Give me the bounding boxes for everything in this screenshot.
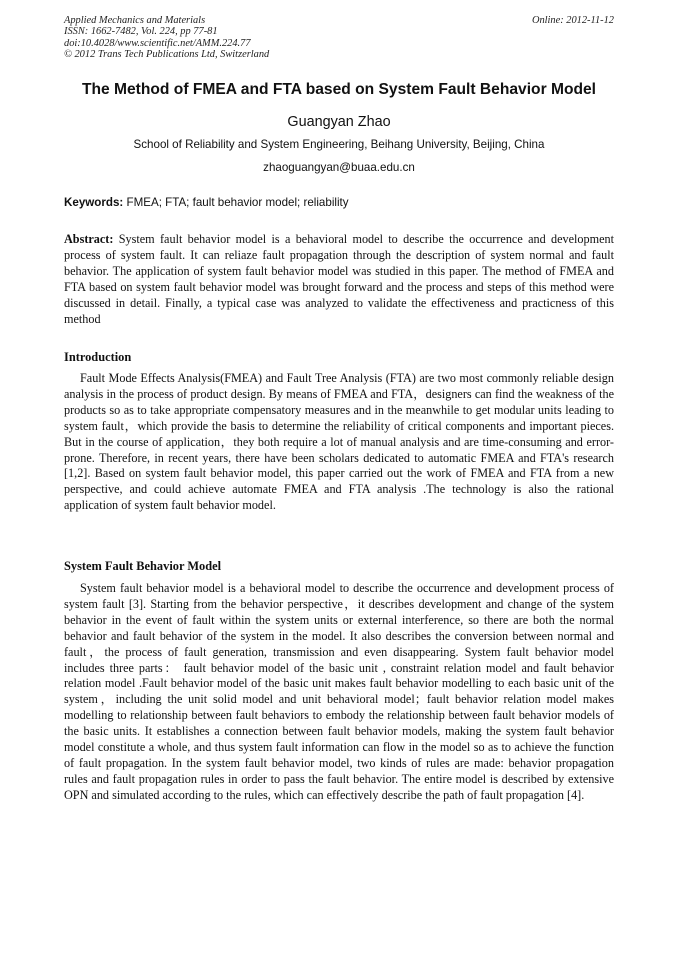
online-date: Online: 2012-11-12 bbox=[531, 15, 614, 26]
introduction-section bbox=[64, 371, 614, 514]
journal-header bbox=[64, 15, 269, 61]
introduction-paragraph: Fault Mode Effects Analysis(FMEA) and Fault Tree Analysis (FTA) are two most commonly reliable design analysis in the process of product design. By means of FMEA and FTA，designers can find the weakness of the products so as to take appropriate compensatory measures and in the meanwhile to get modular units leading to system fault，which provide the basis to determine the reliability of critical components and important pieces. But in the course of application，they both require a lot of manual analysis and are time-consuming and error-prone. Therefore, in recent years, there have been scholars dedicated to automatic FMEA and FTA's research [1,2]. Based on system fault behavior model, this paper carried out the work of FMEA and FTA from a new perspective, and could achieve automate FMEA and FTA analysis .The technology is also the rational application of system fault behavior model. bbox=[64, 371, 614, 513]
system-fault-behavior-model-section bbox=[64, 581, 614, 804]
abstract-text: System fault behavior model is a behavioral model to describe the occurrence and development process of system fault. It can reliaze fault propagation through the description of system normal and fault behavior. The application of system fault behavior model was studied in this paper. The method of FMEA and FTA based on system fault behavior model was brought forward and the process and steps of this method were discussed in detail. Finally, a typical case was analyzed to validate the effectiveness and practicness of this method bbox=[64, 232, 614, 326]
paper-title: The Method of FMEA and FTA based on System Fault Behavior Model bbox=[81, 81, 597, 98]
introduction-heading: Introduction bbox=[64, 350, 132, 364]
abstract-label: Abstract: bbox=[64, 232, 114, 246]
keywords-label: Keywords: bbox=[64, 196, 124, 209]
abstract-paragraph bbox=[64, 232, 614, 327]
author-affiliation: School of Reliability and System Engineering, Beihang University, Beijing, China bbox=[133, 138, 545, 151]
author-name: Guangyan Zhao bbox=[287, 114, 391, 130]
journal-doi[interactable]: doi:10.4028/www.scientific.net/AMM.224.77 bbox=[64, 37, 251, 49]
system-fault-behavior-model-paragraph: System fault behavior model is a behavioral model to describe the occurrence and development process of system fault [3]. Starting from the behavior perspective，it describes development and change of the system behavior in the event of fault within the system units or external interference, so there are both the normal behavior and fault behavior of the system in the model. It also describes the conversion between normal and fault，the process of fault generation, transmission and even disappearing. System fault behavior model includes three parts： fault behavior model of the basic unit , constraint relation model and fault behavior relation model .Fault behavior model of the basic unit makes fault behavior modelling to each basic unit of the system，including the unit solid model and unit behavioral model；fault behavior relation model makes modelling to relationship between fault behaviors to embody the relationship between fault behavior models of the basic units. It establishes a connection between fault behavior models, making the system fault behavior model constitute a whole, and thus system fault information can flow in the model so as to achieve the function of fault propagation. In the system fault behavior model, two kinds of rules are made: behavior propagation rules and fault propagation rules in order to pass the fault behavior. The entire model is described by extensive OPN and simulated according to the rules, which can effectively describe the path of fault propagation [4]. bbox=[64, 581, 614, 802]
keywords-text: FMEA; FTA; fault behavior model; reliability bbox=[123, 196, 349, 209]
keywords-line bbox=[64, 195, 614, 211]
system-fault-behavior-model-heading: System Fault Behavior Model bbox=[64, 559, 222, 573]
journal-copyright: © 2012 Trans Tech Publications Ltd, Switzerland bbox=[64, 49, 270, 61]
journal-issn: ISSN: 1662-7482, Vol. 224, pp 77-81 bbox=[64, 26, 218, 38]
journal-name: Applied Mechanics and Materials bbox=[64, 15, 206, 26]
author-email[interactable]: zhaoguangyan@buaa.edu.cn bbox=[263, 161, 415, 174]
